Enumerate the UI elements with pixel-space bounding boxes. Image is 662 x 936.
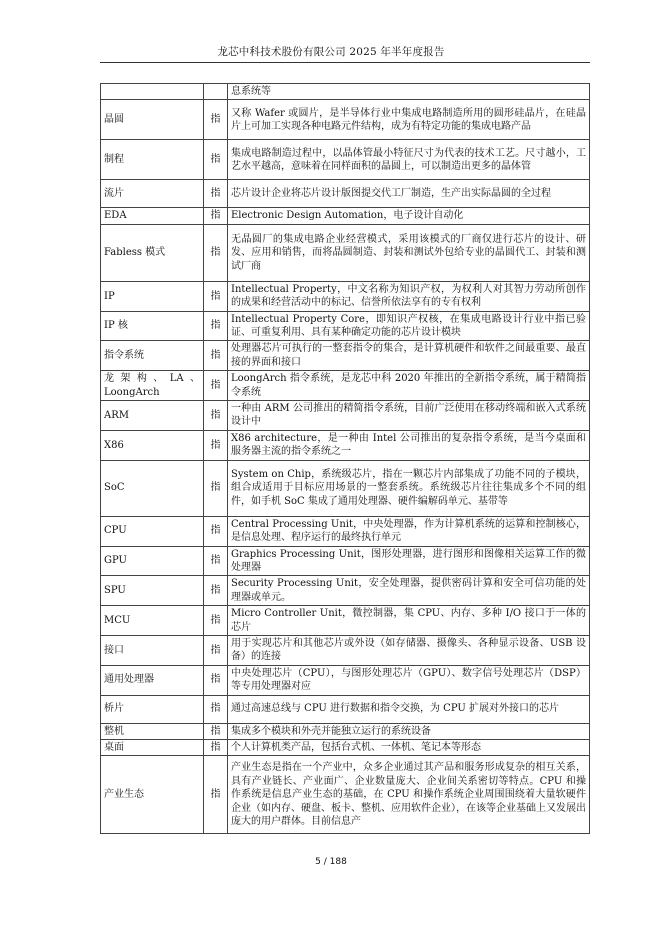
zhi-cell: 指 bbox=[204, 546, 228, 576]
definition-cell: Security Processing Unit，安全处理器，提供密码计算和安全可信功能的处理器或单元。 bbox=[228, 576, 590, 606]
term-cell: 指令系统 bbox=[101, 341, 204, 371]
definition-row bbox=[101, 635, 590, 665]
zhi-cell bbox=[204, 84, 228, 100]
definition-row bbox=[101, 756, 590, 834]
definition-row bbox=[101, 281, 590, 311]
zhi-cell: 指 bbox=[204, 224, 228, 281]
definition-row bbox=[101, 208, 590, 224]
term-cell: 接口 bbox=[101, 635, 204, 665]
zhi-cell: 指 bbox=[204, 635, 228, 665]
term-cell: 桥片 bbox=[101, 695, 204, 723]
term-cell: SoC bbox=[101, 460, 204, 516]
zhi-cell: 指 bbox=[204, 723, 228, 739]
term-cell: 晶圆 bbox=[101, 100, 204, 140]
definition-row bbox=[101, 311, 590, 341]
definition-cell: 中央处理芯片（CPU），与图形处理芯片（GPU）、数字信号处理芯片（DSP）等专用处理器对应 bbox=[228, 665, 590, 695]
definition-cell: 产业生态是指在一个产业中，众多企业通过其产品和服务形成复杂的相互关系，具有产业链长、产业面广、企业数量庞大、企业间关系密切等特点。CPU 和操作系统是信息产业生态的基础，在 CPU 和操作系统企业周围围绕着大量软硬件企业（如内存、硬盘、板卡、整机、应用软件企业），在该等企业基础上又发展出庞大的用户群体。目前信息产 bbox=[228, 756, 590, 834]
definition-cell: 用于实现芯片和其他芯片或外设（如存储器、摄像头、各种显示设备、USB 设备）的连接 bbox=[228, 635, 590, 665]
term-cell: 桌面 bbox=[101, 739, 204, 755]
definition-cell: 个人计算机类产品，包括台式机、一体机、笔记本等形态 bbox=[228, 739, 590, 755]
zhi-cell: 指 bbox=[204, 739, 228, 755]
term-cell: CPU bbox=[101, 516, 204, 546]
definition-row bbox=[101, 739, 590, 755]
definition-cell: 集成多个模块和外壳并能独立运行的系统设备 bbox=[228, 723, 590, 739]
definition-row bbox=[101, 341, 590, 371]
definition-cell: 一种由 ARM 公司推出的精简指令系统，目前广泛使用在移动终端和嵌入式系统设计中 bbox=[228, 401, 590, 431]
definition-cell: X86 architecture，是一种由 Intel 公司推出的复杂指令系统，是当今桌面和服务器主流的指令系统之一 bbox=[228, 430, 590, 460]
definition-cell: Electronic Design Automation，电子设计自动化 bbox=[228, 208, 590, 224]
zhi-cell: 指 bbox=[204, 576, 228, 606]
definition-cell: Intellectual Property，中文名称为知识产权，为权利人对其智力劳动所创作的成果和经营活动中的标记、信誉所依法享有的专有权利 bbox=[228, 281, 590, 311]
definitions-table bbox=[100, 83, 590, 834]
zhi-cell: 指 bbox=[204, 430, 228, 460]
zhi-cell: 指 bbox=[204, 665, 228, 695]
term-cell: Fabless 模式 bbox=[101, 224, 204, 281]
zhi-cell: 指 bbox=[204, 208, 228, 224]
term-cell: 龙架构、LA、LoongArch bbox=[101, 371, 204, 401]
zhi-cell: 指 bbox=[204, 100, 228, 140]
definition-row bbox=[101, 546, 590, 576]
zhi-cell: 指 bbox=[204, 341, 228, 371]
definition-row bbox=[101, 606, 590, 636]
definition-cell: 息系统等 bbox=[228, 84, 590, 100]
definition-cell: 集成电路制造过程中，以晶体管最小特征尺寸为代表的技术工艺。尺寸越小，工艺水平越高，意味着在同样面积的晶圆上，可以制造出更多的晶体管 bbox=[228, 140, 590, 180]
definition-cell: 处理器芯片可执行的一整套指令的集合，是计算机硬件和软件之间最重要、最直接的界面和接口 bbox=[228, 341, 590, 371]
term-cell: GPU bbox=[101, 546, 204, 576]
definition-cell: Intellectual Property Core，即知识产权核，在集成电路设计行业中指已验证、可重复利用、具有某种确定功能的芯片设计模块 bbox=[228, 311, 590, 341]
zhi-cell: 指 bbox=[204, 460, 228, 516]
zhi-cell: 指 bbox=[204, 756, 228, 834]
term-cell: EDA bbox=[101, 208, 204, 224]
definition-cell: 又称 Wafer 或圆片，是半导体行业中集成电路制造所用的圆形硅晶片，在硅晶片上可加工实现各种电路元件结构，成为有特定功能的集成电路产品 bbox=[228, 100, 590, 140]
definition-cell: Graphics Processing Unit，图形处理器，进行图形和图像相关运算工作的微处理器 bbox=[228, 546, 590, 576]
zhi-cell: 指 bbox=[204, 281, 228, 311]
definition-row bbox=[101, 224, 590, 281]
definition-row bbox=[101, 460, 590, 516]
term-cell: IP bbox=[101, 281, 204, 311]
term-cell: X86 bbox=[101, 430, 204, 460]
term-cell: MCU bbox=[101, 606, 204, 636]
term-cell: 流片 bbox=[101, 180, 204, 208]
definition-cell: LoongArch 指令系统，是龙芯中科 2020 年推出的全新指令系统，属于精简指令系统 bbox=[228, 371, 590, 401]
zhi-cell: 指 bbox=[204, 180, 228, 208]
zhi-cell: 指 bbox=[204, 606, 228, 636]
definition-row bbox=[101, 140, 590, 180]
term-cell: 制程 bbox=[101, 140, 204, 180]
definition-row bbox=[101, 84, 590, 100]
definition-cell: Central Processing Unit，中央处理器，作为计算机系统的运算和控制核心，是信息处理、程序运行的最终执行单元 bbox=[228, 516, 590, 546]
page-header: 龙芯中科技术股份有限公司 2025 年半年度报告 bbox=[217, 46, 445, 58]
definition-cell: 芯片设计企业将芯片设计版图提交代工厂制造，生产出实际晶圆的全过程 bbox=[228, 180, 590, 208]
definition-cell: System on Chip，系统级芯片，指在一颗芯片内部集成了功能不同的子模块，组合成适用于目标应用场景的一整套系统。系统级芯片往往集成多个不同的组件，如手机 SoC 集成了通用处理器、硬件编解码单元、基带等 bbox=[228, 460, 590, 516]
definition-cell: 通过高速总线与 CPU 进行数据和指令交换，为 CPU 扩展对外接口的芯片 bbox=[228, 695, 590, 723]
definition-row bbox=[101, 371, 590, 401]
term-cell: 产业生态 bbox=[101, 756, 204, 834]
term-cell: IP 核 bbox=[101, 311, 204, 341]
definition-row bbox=[101, 430, 590, 460]
term-cell: SPU bbox=[101, 576, 204, 606]
definition-row bbox=[101, 695, 590, 723]
definition-cell: 无晶圆厂的集成电路企业经营模式，采用该模式的厂商仅进行芯片的设计、研发、应用和销售，而将晶圆制造、封装和测试外包给专业的晶圆代工、封装和测试厂商 bbox=[228, 224, 590, 281]
zhi-cell: 指 bbox=[204, 371, 228, 401]
definition-row bbox=[101, 576, 590, 606]
zhi-cell: 指 bbox=[204, 401, 228, 431]
definition-row bbox=[101, 180, 590, 208]
page-number: 5 / 188 bbox=[315, 857, 347, 867]
term-cell: 整机 bbox=[101, 723, 204, 739]
term-cell: 通用处理器 bbox=[101, 665, 204, 695]
definition-row bbox=[101, 665, 590, 695]
header-divider bbox=[100, 62, 590, 63]
definition-cell: Micro Controller Unit，微控制器，集 CPU、内存、多种 I/O 接口于一体的芯片 bbox=[228, 606, 590, 636]
zhi-cell: 指 bbox=[204, 140, 228, 180]
definition-row bbox=[101, 100, 590, 140]
term-cell: ARM bbox=[101, 401, 204, 431]
definition-row bbox=[101, 723, 590, 739]
term-cell bbox=[101, 84, 204, 100]
zhi-cell: 指 bbox=[204, 516, 228, 546]
definition-row bbox=[101, 516, 590, 546]
definition-row bbox=[101, 401, 590, 431]
zhi-cell: 指 bbox=[204, 695, 228, 723]
zhi-cell: 指 bbox=[204, 311, 228, 341]
